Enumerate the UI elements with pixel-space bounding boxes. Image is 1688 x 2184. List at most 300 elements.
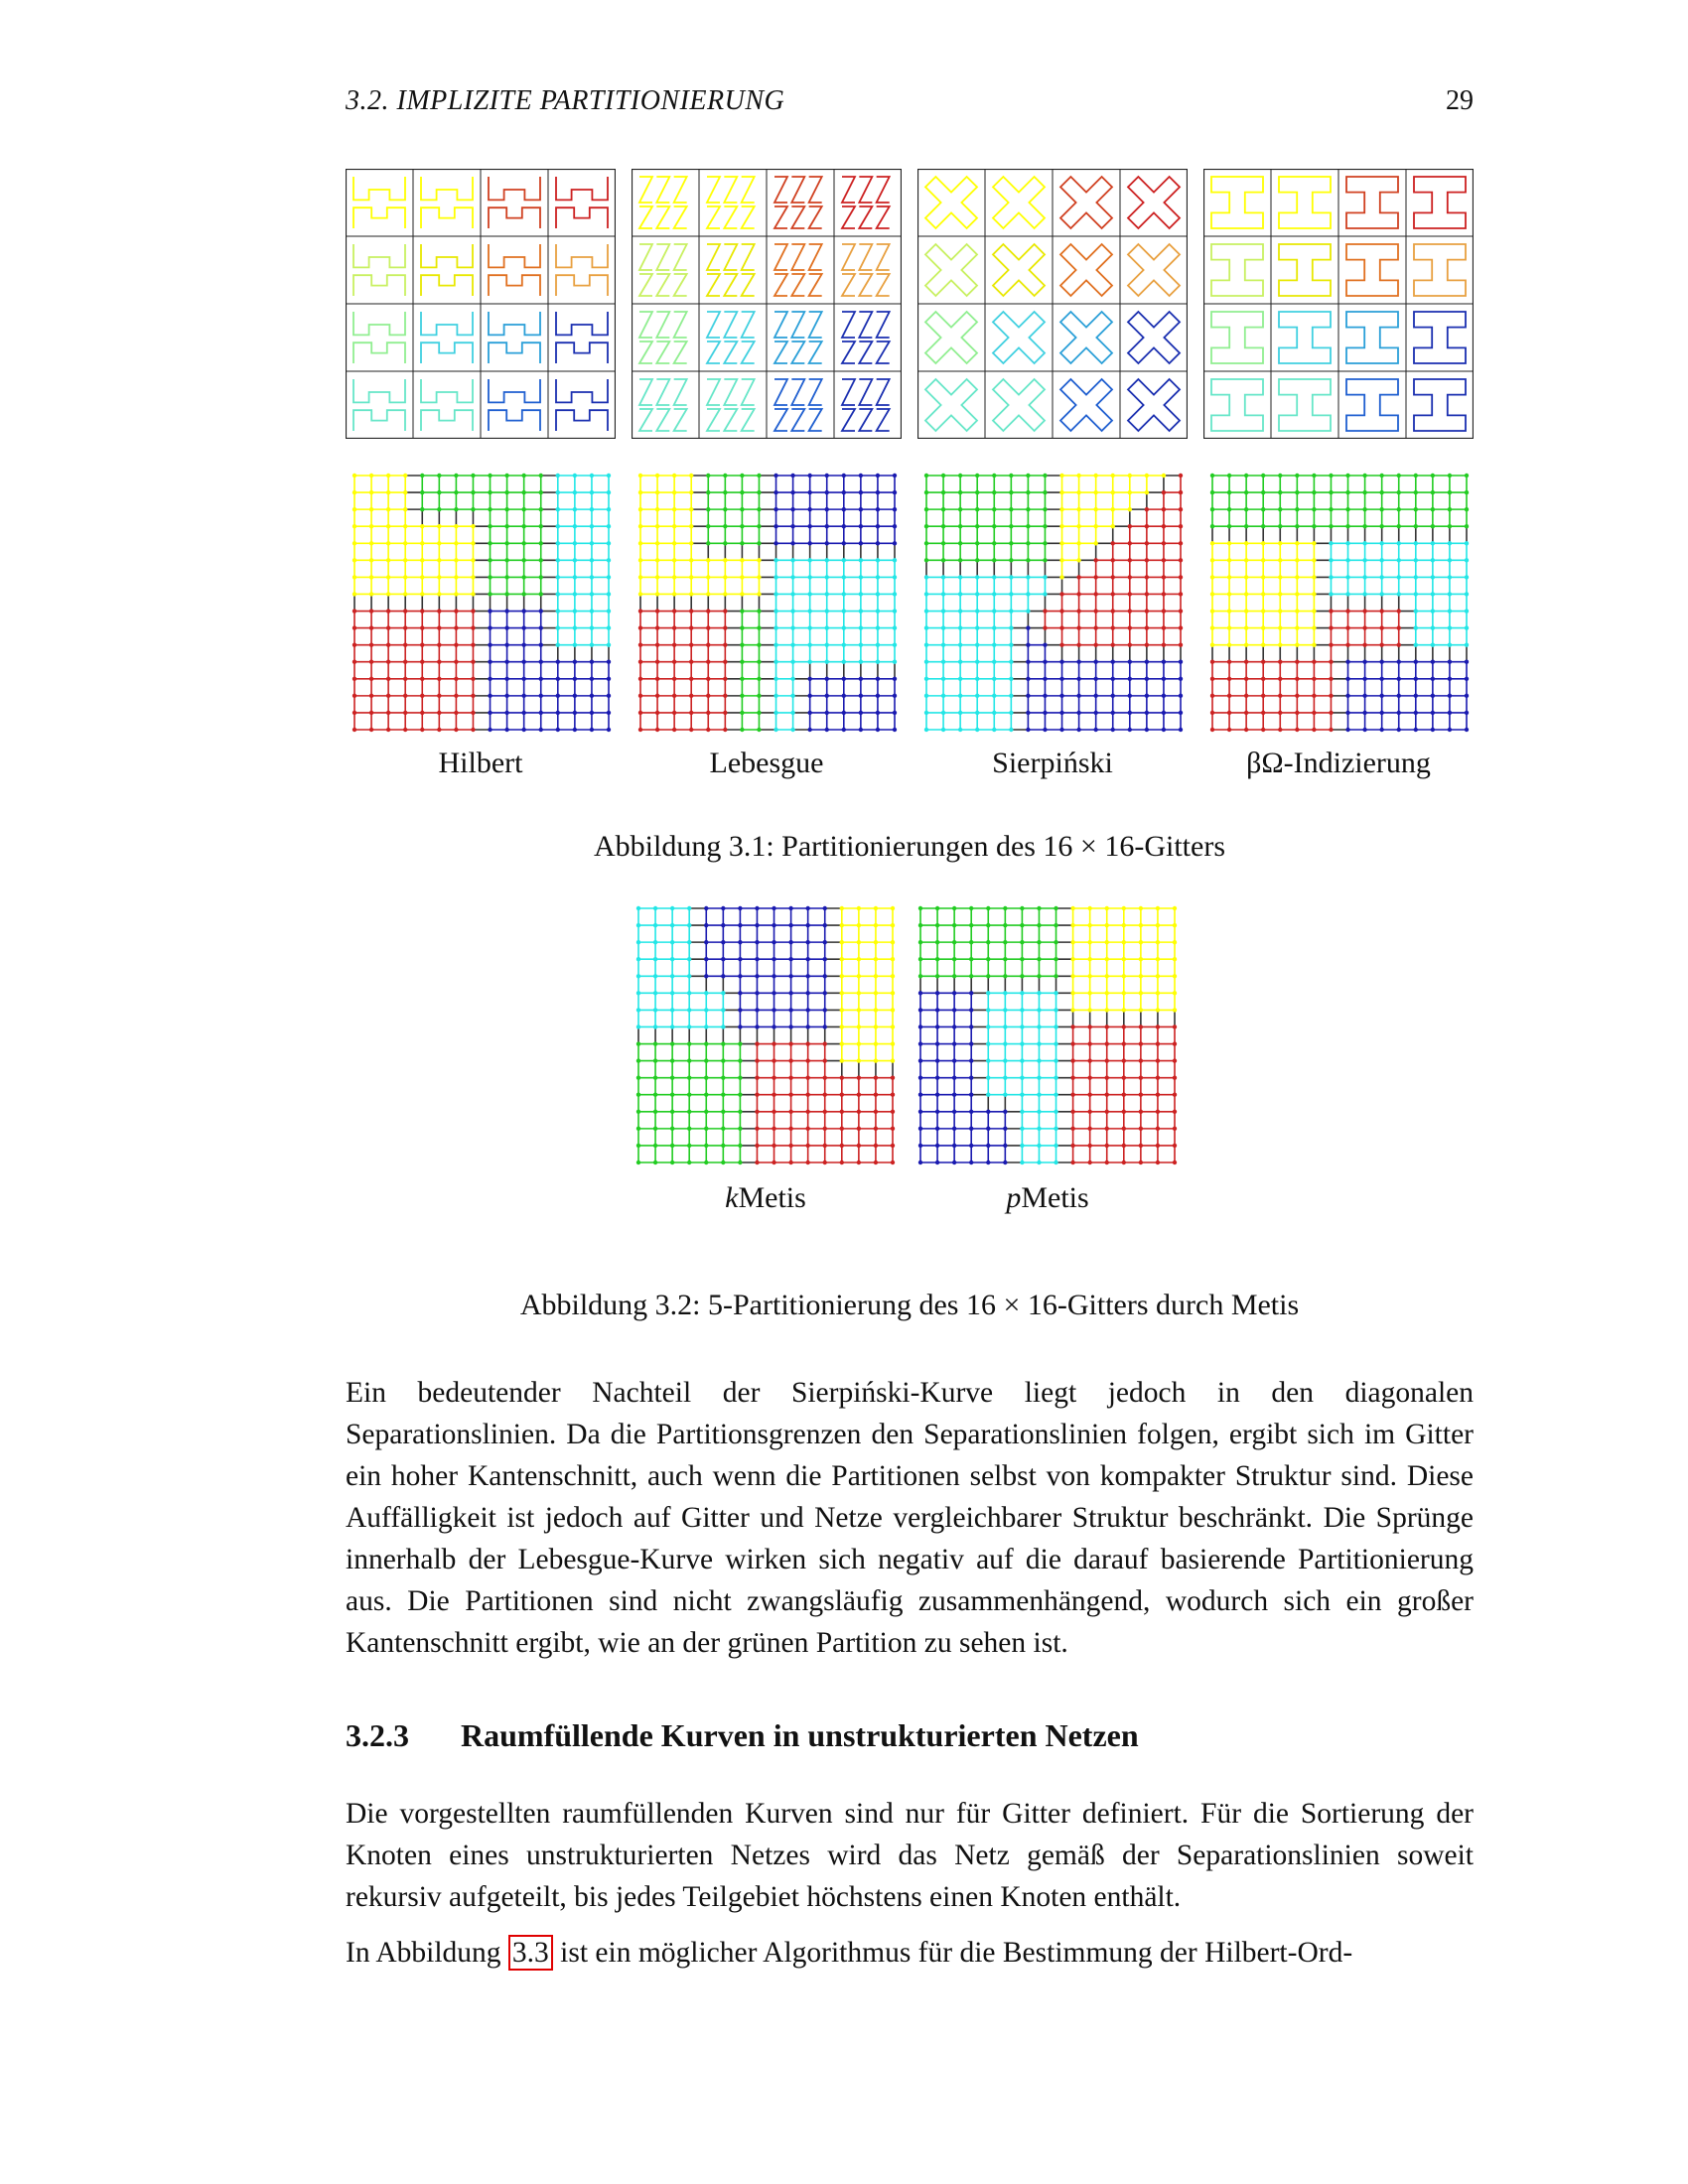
mesh-node <box>952 1110 956 1114</box>
mesh-node <box>1076 660 1080 664</box>
mesh-node <box>1128 625 1132 629</box>
mesh-node <box>1026 524 1030 528</box>
mesh-node <box>941 660 945 664</box>
mesh-node <box>1379 507 1383 511</box>
mesh-node <box>721 906 725 910</box>
mesh-node <box>488 558 492 562</box>
mesh-node <box>556 711 560 715</box>
mesh-node <box>539 728 543 732</box>
mesh-node <box>958 677 962 681</box>
mesh-node <box>975 558 979 562</box>
mesh-node <box>352 694 356 698</box>
mesh-node <box>723 490 727 494</box>
mesh-node <box>1111 677 1115 681</box>
mesh-node <box>590 660 594 664</box>
mesh-node <box>1093 524 1097 528</box>
mesh-node <box>755 1110 759 1114</box>
paragraph-sierpinski-drawback: Ein bedeutender Nachteil der Sierpiński-Kurve liegt jedoch in den diagonalen Separationslinien. Da die Partitionsgrenzen den Separationslinien folgen, ergibt sich im Gitter ein hoher Kantenschnitt, auch wenn die Partitionen selbst von kompakter Struktur sind. Diese Auffälligkeit ist jedoch auf Gitter und Netze vergleichbarer Struktur beschränkt. Die Sprünge innerhalb der Lebesgue-Kurve wirken sich negativ auf die darauf basierende Partitionierung aus. Die Partitionen sind nicht zwangsläufig zusammenhängend, wodurch sich ein großer Kantenschnitt ergibt, wie an der grünen Partition zu sehen ist. <box>346 1377 1474 1659</box>
mesh-node <box>1465 642 1469 646</box>
curve-panel-sierpinski <box>917 169 1188 439</box>
curve-segment <box>1279 312 1331 363</box>
mesh-node <box>1105 940 1109 944</box>
mesh-node <box>969 1058 973 1062</box>
mesh-node <box>1397 711 1401 715</box>
mesh-node <box>992 592 996 596</box>
mesh-node <box>504 474 508 478</box>
mesh-node <box>757 541 761 545</box>
mesh-node <box>706 541 710 545</box>
mesh-node <box>840 1093 844 1097</box>
mesh-node <box>774 474 777 478</box>
mesh-node <box>859 558 863 562</box>
mesh-node <box>790 609 794 613</box>
mesh-node <box>655 592 659 596</box>
mesh-node <box>386 642 390 646</box>
mesh-node <box>1070 1110 1074 1114</box>
mesh-node <box>1059 677 1063 681</box>
mesh-node <box>952 1041 956 1045</box>
mesh-node <box>672 660 676 664</box>
mesh-node <box>1244 728 1248 732</box>
mesh-node <box>975 541 979 545</box>
mesh-node <box>1278 728 1282 732</box>
curve-segment <box>1211 379 1263 431</box>
mesh-node <box>655 660 659 664</box>
mesh-node <box>740 541 744 545</box>
mesh-node <box>420 677 424 681</box>
mesh-node <box>454 677 458 681</box>
mesh-node <box>1037 1075 1041 1079</box>
mesh-node <box>1156 1144 1160 1148</box>
mesh-node <box>1227 728 1231 732</box>
mesh-node <box>521 474 525 478</box>
page-header <box>346 85 1474 125</box>
mesh-node <box>1139 1075 1143 1079</box>
mesh-node <box>823 1058 827 1062</box>
mesh-node <box>958 660 962 664</box>
curve-segment <box>993 244 1045 296</box>
mesh-node <box>893 524 897 528</box>
mesh-node <box>1345 524 1349 528</box>
mesh-node <box>992 474 996 478</box>
mesh-node <box>454 592 458 596</box>
mesh-node <box>1431 490 1435 494</box>
mesh-node <box>672 592 676 596</box>
mesh-node <box>1009 728 1013 732</box>
mesh-node <box>1173 1127 1177 1131</box>
mesh-node <box>723 592 727 596</box>
mesh-node <box>1009 642 1013 646</box>
mesh-node <box>655 694 659 698</box>
mesh-node <box>539 625 543 629</box>
mesh-node <box>1076 711 1080 715</box>
mesh-node <box>958 558 962 562</box>
mesh-node <box>1037 1160 1041 1164</box>
mesh-node <box>636 1093 640 1097</box>
mesh-node <box>874 1024 878 1028</box>
mesh-node <box>772 991 775 995</box>
mesh-node <box>1397 474 1401 478</box>
mesh-node <box>403 609 407 613</box>
mesh-node <box>1076 541 1080 545</box>
mesh-node <box>1093 490 1097 494</box>
mesh-node <box>738 957 742 961</box>
mesh-node <box>1210 677 1214 681</box>
mesh-node <box>1043 660 1047 664</box>
mesh-node <box>1397 694 1401 698</box>
mesh-node <box>805 1041 809 1045</box>
mesh-node <box>1139 1041 1143 1045</box>
mesh-node <box>918 1024 922 1028</box>
mesh-node <box>1431 677 1435 681</box>
mesh-node <box>857 923 861 927</box>
mesh-node <box>1009 677 1013 681</box>
mesh-node <box>842 642 846 646</box>
mesh-node <box>1009 490 1013 494</box>
mesh-node <box>1026 660 1030 664</box>
mesh-node <box>755 1058 759 1062</box>
mesh-node <box>454 728 458 732</box>
mesh-node <box>504 609 508 613</box>
mesh-node <box>556 474 560 478</box>
mesh-node <box>1244 694 1248 698</box>
mesh-node <box>1093 625 1097 629</box>
mesh-node <box>721 1093 725 1097</box>
mesh-node <box>1162 592 1166 596</box>
mesh-node <box>1003 991 1007 995</box>
mesh-node <box>755 1024 759 1028</box>
mesh-node <box>1244 711 1248 715</box>
mesh-node <box>352 524 356 528</box>
mesh-node <box>805 974 809 978</box>
mesh-node <box>672 490 676 494</box>
mesh-node <box>1431 625 1435 629</box>
mesh-node <box>1261 728 1265 732</box>
mesh-node <box>857 1110 861 1114</box>
mesh-node <box>1173 957 1177 961</box>
mesh-node <box>454 558 458 562</box>
mesh-node <box>1156 1058 1160 1062</box>
mesh-node <box>723 524 727 528</box>
mesh-node <box>788 1041 792 1045</box>
mesh-node <box>1379 575 1383 579</box>
mesh-node <box>638 677 642 681</box>
mesh-node <box>1020 923 1024 927</box>
mesh-node <box>672 541 676 545</box>
mesh-node <box>840 1008 844 1012</box>
mesh-node <box>573 524 577 528</box>
mesh-node <box>704 940 708 944</box>
mesh-node <box>1329 677 1333 681</box>
mesh-node <box>842 558 846 562</box>
mesh-node <box>975 728 979 732</box>
mesh-node <box>352 660 356 664</box>
mesh-node <box>857 1160 861 1164</box>
mesh-node <box>1122 1058 1126 1062</box>
mesh-node <box>1244 575 1248 579</box>
mesh-node <box>774 609 777 613</box>
mesh-node <box>876 490 880 494</box>
mesh-node <box>790 541 794 545</box>
mesh-node <box>1227 507 1231 511</box>
mesh-node <box>935 1144 939 1148</box>
mesh-node <box>607 677 611 681</box>
mesh-node <box>1312 490 1316 494</box>
mesh-node <box>1043 728 1047 732</box>
mesh-node <box>1210 660 1214 664</box>
mesh-node <box>805 957 809 961</box>
mesh-node <box>488 490 492 494</box>
figure-caption-3-2: Abbildung 3.2: 5-Partitionierung des 16 × 16-Gitters durch Metis <box>519 1289 1300 1321</box>
mesh-node <box>1362 490 1366 494</box>
mesh-node <box>1465 609 1469 613</box>
mesh-node <box>1173 1041 1177 1045</box>
mesh-node <box>958 507 962 511</box>
mesh-node <box>772 1008 775 1012</box>
mesh-node <box>825 694 829 698</box>
mesh-node <box>420 642 424 646</box>
mesh-node <box>1179 524 1183 528</box>
mesh-node <box>638 558 642 562</box>
mesh-node <box>935 1075 939 1079</box>
mesh-node <box>1379 660 1383 664</box>
mesh-node <box>352 642 356 646</box>
mesh-node <box>670 1008 674 1012</box>
mesh-node <box>1244 474 1248 478</box>
mesh-node <box>755 1008 759 1012</box>
mesh-node <box>420 490 424 494</box>
mesh-node <box>859 711 863 715</box>
mesh-node <box>488 625 492 629</box>
mesh-node <box>935 1160 939 1164</box>
mesh-node <box>1070 923 1074 927</box>
mesh-node <box>874 1127 878 1131</box>
mesh-node <box>755 991 759 995</box>
curve-segment <box>707 244 755 296</box>
mesh-node <box>918 906 922 910</box>
mesh-node <box>521 592 525 596</box>
mesh-node <box>840 957 844 961</box>
mesh-node <box>958 541 962 545</box>
mesh-node <box>573 694 577 698</box>
mesh-node <box>573 677 577 681</box>
mesh-node <box>386 694 390 698</box>
mesh-node <box>790 474 794 478</box>
mesh-node <box>488 474 492 478</box>
mesh-node <box>1020 1058 1024 1062</box>
mesh-node <box>935 923 939 927</box>
mesh-node <box>1397 575 1401 579</box>
paragraph-unstructured-meshes: Die vorgestellten raumfüllenden Kurven sind nur für Gitter definiert. Für die Sortierung der Knoten eines unstrukturierten Netzes wird das Netz gemäß der Separationslinien soweit rekursiv aufgeteilt, bis jedes Teilgebiet höchstens einen Knoten enthält. <box>346 1798 1474 1913</box>
mesh-node <box>874 940 878 944</box>
mesh-node <box>755 1041 759 1045</box>
mesh-node <box>992 507 996 511</box>
mesh-node <box>825 660 829 664</box>
mesh-node <box>772 1144 775 1148</box>
mesh-node <box>958 524 962 528</box>
mesh-node <box>386 660 390 664</box>
mesh-node <box>1431 507 1435 511</box>
mesh-node <box>653 1024 657 1028</box>
mesh-node <box>687 991 691 995</box>
mesh-node <box>859 660 863 664</box>
mesh-node <box>1210 711 1214 715</box>
mesh-node <box>672 558 676 562</box>
curve-segment <box>1414 379 1466 431</box>
mesh-node <box>670 1127 674 1131</box>
mesh-node <box>1026 575 1030 579</box>
mesh-node <box>1414 694 1418 698</box>
curve-panel-hilbert <box>346 169 616 439</box>
mesh-node <box>1054 923 1057 927</box>
mesh-node <box>1173 991 1177 995</box>
mesh-node <box>842 711 846 715</box>
mesh-node <box>1295 694 1299 698</box>
mesh-node <box>1179 660 1183 664</box>
mesh-node <box>805 923 809 927</box>
mesh-node <box>740 592 744 596</box>
curve-segment <box>925 312 977 363</box>
mesh-node <box>1059 541 1063 545</box>
mesh-node <box>655 541 659 545</box>
mesh-node <box>1312 575 1316 579</box>
mesh-node <box>840 974 844 978</box>
mesh-node <box>1059 728 1063 732</box>
mesh-node <box>1003 1008 1007 1012</box>
mesh-node <box>1162 507 1166 511</box>
mesh-node <box>1026 711 1030 715</box>
mesh-node <box>352 541 356 545</box>
mesh-node <box>788 974 792 978</box>
mesh-node <box>992 642 996 646</box>
mesh-node <box>941 694 945 698</box>
mesh-node <box>1173 1110 1177 1114</box>
mesh-node <box>825 541 829 545</box>
mesh-node <box>1465 592 1469 596</box>
mesh-node <box>369 541 373 545</box>
curve-segment <box>925 244 977 296</box>
mesh-node <box>738 1008 742 1012</box>
mesh-node <box>941 711 945 715</box>
mesh-node <box>454 507 458 511</box>
mesh-node <box>1105 1127 1109 1131</box>
mesh-node <box>590 728 594 732</box>
mesh-node <box>1054 1127 1057 1131</box>
mesh-node <box>488 541 492 545</box>
curve-segment <box>1211 312 1263 363</box>
mesh-node <box>689 711 693 715</box>
mesh-node <box>893 474 897 478</box>
partition-grid-pmetis <box>915 903 1180 1167</box>
mesh-node <box>1329 524 1333 528</box>
mesh-node <box>757 524 761 528</box>
mesh-node <box>689 524 693 528</box>
mesh-node <box>859 592 863 596</box>
mesh-node <box>471 694 475 698</box>
mesh-node <box>1312 474 1316 478</box>
mesh-node <box>1362 524 1366 528</box>
mesh-node <box>403 592 407 596</box>
mesh-node <box>607 625 611 629</box>
mesh-node <box>840 1127 844 1131</box>
mesh-node <box>1105 906 1109 910</box>
partition-grid-lebesgue <box>635 471 900 735</box>
mesh-node <box>1093 474 1097 478</box>
mesh-node <box>986 991 990 995</box>
mesh-node <box>1295 490 1299 494</box>
mesh-node <box>1179 728 1183 732</box>
mesh-node <box>805 1144 809 1148</box>
mesh-node <box>539 592 543 596</box>
mesh-node <box>1087 1127 1091 1131</box>
mesh-node <box>704 1008 708 1012</box>
label-prefix: p <box>1006 1181 1022 1214</box>
mesh-node <box>790 592 794 596</box>
mesh-node <box>521 507 525 511</box>
mesh-node <box>891 1127 895 1131</box>
mesh-node <box>1431 524 1435 528</box>
figure-reference-link[interactable]: 3.3 <box>508 1935 553 1971</box>
mesh-node <box>1076 625 1080 629</box>
mesh-node <box>935 1058 939 1062</box>
mesh-node <box>1105 1093 1109 1097</box>
mesh-node <box>1043 490 1047 494</box>
mesh-node <box>1128 558 1132 562</box>
mesh-node <box>539 490 543 494</box>
mesh-node <box>807 592 811 596</box>
mesh-node <box>1312 625 1316 629</box>
mesh-node <box>1431 694 1435 698</box>
mesh-node <box>876 524 880 528</box>
mesh-node <box>893 677 897 681</box>
mesh-node <box>772 1058 775 1062</box>
mesh-node <box>590 524 594 528</box>
mesh-node <box>590 625 594 629</box>
mesh-node <box>689 625 693 629</box>
mesh-node <box>842 660 846 664</box>
mesh-node <box>636 1075 640 1079</box>
mesh-node <box>1003 940 1007 944</box>
mesh-node <box>952 1024 956 1028</box>
mesh-node <box>386 541 390 545</box>
mesh-node <box>1295 625 1299 629</box>
mesh-node <box>893 592 897 596</box>
mesh-node <box>992 575 996 579</box>
mesh-node <box>807 694 811 698</box>
mesh-node <box>573 625 577 629</box>
mesh-node <box>823 991 827 995</box>
mesh-node <box>653 1041 657 1045</box>
mesh-node <box>590 694 594 698</box>
mesh-node <box>1210 558 1214 562</box>
mesh-node <box>403 541 407 545</box>
mesh-node <box>670 991 674 995</box>
mesh-node <box>857 991 861 995</box>
mesh-node <box>1059 660 1063 664</box>
mesh-node <box>1397 541 1401 545</box>
mesh-node <box>774 490 777 494</box>
mesh-node <box>1227 474 1231 478</box>
curve-segment <box>556 312 608 363</box>
mesh-node <box>1329 694 1333 698</box>
mesh-node <box>772 957 775 961</box>
mesh-node <box>1122 906 1126 910</box>
mesh-node <box>1210 592 1214 596</box>
mesh-node <box>1093 541 1097 545</box>
mesh-node <box>1076 609 1080 613</box>
mesh-node <box>857 906 861 910</box>
mesh-node <box>1054 1144 1057 1148</box>
